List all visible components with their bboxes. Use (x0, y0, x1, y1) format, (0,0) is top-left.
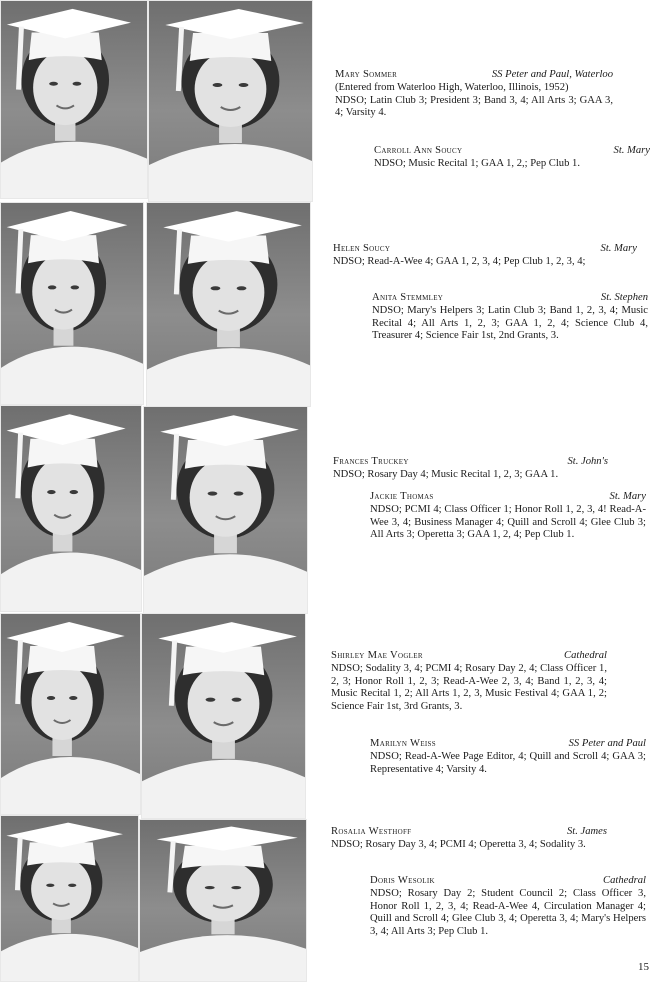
eye-left (49, 82, 58, 86)
entry-header (374, 145, 650, 158)
parish-name: SS Peter and Paul (568, 738, 646, 749)
tassel (170, 841, 173, 893)
portrait-drawing (140, 820, 306, 981)
entry-shirley-mae-vogler (331, 650, 607, 714)
parish-name: SS Peter and Paul, Waterloo (491, 69, 613, 80)
entry-jackie-thomas (370, 491, 646, 542)
student-name: Mary Sommer (335, 69, 398, 80)
portrait-photo-anita-stemmley (146, 202, 311, 407)
portrait-drawing (1, 816, 138, 981)
student-name: Rosalia Westhoff (331, 826, 412, 837)
gown-shape (149, 144, 312, 201)
gown-shape (1, 757, 140, 814)
entry-header (372, 292, 648, 305)
portrait-photo-frances-truckey (0, 405, 142, 612)
gown-shape (1, 142, 147, 198)
mortarboard-top (7, 622, 125, 652)
eye-right (73, 82, 82, 86)
eye-right (232, 698, 242, 702)
mortarboard-top (158, 622, 297, 653)
activities: NDSO; Rosary Day 2; Student Council 2; Class Officer 3, Honor Roll 1, 2, 3, 4; Read-A-Wee 4, Circulation Manager 4; Quill and Scroll 4; Glee Club 3, 4; Operetta 3, 4; Mary's Helpers 3, 4; All Arts 3; Pep Club 1. (370, 887, 646, 938)
eye-left (211, 286, 221, 290)
portrait-photo-rosalia-westhoff (0, 815, 139, 982)
eye-left (208, 491, 218, 495)
activities: NDSO; Sodality 3, 4; PCMI 4; Rosary Day 2, 4; Class Officer 1, 2, 3; Honor Roll 1, 2, 3; Read-A-Wee 2, 3, 4; Band 1, 2, 3, 4; Music Recital 1, 2; All Arts 1, 2, 3, Music Festival 4; GAA 1, 2; Science Fair 1st, 3rd Grants, 3. (331, 662, 607, 713)
eye-left (213, 83, 223, 87)
entry-header (333, 456, 608, 469)
photo-column (0, 0, 312, 980)
face-shape (32, 253, 94, 329)
portrait-drawing (142, 614, 305, 818)
student-name: Doris Wesolik (370, 875, 435, 886)
entry-header (370, 491, 646, 504)
face-shape (186, 860, 259, 921)
mortarboard-top (165, 9, 304, 39)
eye-right (231, 886, 241, 889)
tassel (18, 640, 21, 704)
mortarboard-top (6, 823, 122, 848)
activities: NDSO; Music Recital 1; GAA 1, 2,; Pep Club 1. (374, 157, 580, 169)
gown-shape (142, 760, 305, 818)
portrait-photo-shirley-mae-vogler (0, 613, 141, 815)
eye-right (239, 83, 249, 87)
parish-name: St. Mary (609, 491, 646, 502)
eye-left (48, 285, 57, 289)
entry-note: (Entered from Waterloo High, Waterloo, Illinois, 1952) (335, 81, 569, 93)
eye-right (69, 696, 77, 700)
portrait-drawing (147, 203, 310, 406)
portrait-drawing (1, 614, 140, 814)
eye-left (47, 490, 55, 494)
parish-name: St. Stephen (600, 292, 648, 303)
mortarboard-top (157, 826, 298, 850)
entry-doris-wesolik (370, 875, 646, 939)
eye-right (234, 491, 244, 495)
entry-rosalia-westhoff (331, 826, 607, 852)
eye-left (205, 886, 215, 889)
portrait-photo-jackie-thomas (143, 406, 308, 614)
tassel (18, 229, 21, 293)
gown-shape (140, 935, 306, 981)
mortarboard-top (163, 211, 302, 241)
face-shape (32, 664, 93, 740)
tassel (173, 434, 176, 500)
eye-right (68, 884, 76, 887)
mortarboard-top (7, 9, 131, 39)
portrait-drawing (1, 203, 143, 404)
face-shape (188, 665, 260, 743)
entry-header (331, 650, 607, 663)
gown-shape (147, 348, 310, 406)
parish-name: St. John's (567, 456, 608, 467)
tassel (18, 433, 21, 499)
face-shape (193, 254, 265, 331)
entry-header (370, 738, 646, 751)
entry-header (335, 69, 613, 82)
student-name: Helen Soucy (333, 243, 391, 254)
face-shape (190, 459, 262, 537)
entry-frances-truckey (333, 456, 608, 482)
eye-right (237, 286, 247, 290)
entry-anita-stemmley (372, 292, 648, 343)
portrait-photo-mary-sommer (0, 0, 148, 199)
entry-helen-soucy (333, 243, 637, 269)
eye-left (206, 698, 216, 702)
activities: NDSO; Read-A-Wee 4; GAA 1, 2, 3, 4; Pep Club 1, 2, 3, 4; (333, 255, 586, 267)
parish-name: St. Mary (600, 243, 637, 254)
face-shape (31, 857, 91, 920)
activities: NDSO; Read-A-Wee Page Editor, 4; Quill and Scroll 4; GAA 3; Representative 4; Varsity 4. (370, 750, 646, 775)
gown-shape (1, 934, 138, 981)
parish-name: Cathedral (564, 650, 607, 661)
gown-shape (1, 347, 143, 404)
student-name: Carroll Ann Soucy (374, 145, 463, 156)
page-number: 15 (638, 961, 649, 973)
activities: NDSO; Mary's Helpers 3; Latin Club 3; Band 1, 2, 3, 4; Music Recital 4; All Arts 1, 2, 3; GAA 1, 2, 4; Science Club 4, Treasurer 4; Science Fair 1st, 2nd Grants, 3. (372, 304, 648, 342)
portrait-photo-helen-soucy (0, 202, 144, 405)
portrait-photo-marilyn-weiss (141, 613, 306, 819)
parish-name: St. Mary (613, 145, 650, 156)
mortarboard-top (160, 415, 299, 446)
activities: NDSO; PCMI 4; Class Officer 1; Honor Roll 1, 2, 3, 4! Read-A-Wee 3, 4; Business Manager 4; Quill and Scroll 4; Glee Club 3; All Arts 3; Operetta 3; GAA 1, 2, 4; Pep Club 1. (370, 503, 646, 541)
entry-carroll-ann-soucy (374, 145, 650, 171)
portrait-photo-carroll-ann-soucy (148, 0, 313, 202)
face-shape (32, 457, 94, 535)
gown-shape (144, 554, 307, 613)
tassel (178, 27, 181, 91)
student-name: Frances Truckey (333, 456, 409, 467)
face-shape (195, 51, 267, 127)
portrait-drawing (1, 1, 147, 198)
eye-right (71, 285, 80, 289)
mortarboard-top (7, 414, 126, 445)
tassel (17, 837, 20, 890)
portrait-drawing (149, 1, 312, 201)
eye-right (70, 490, 78, 494)
tassel (171, 641, 174, 706)
activities: NDSO; Latin Club 3; President 3; Band 3, 4; All Arts 3; GAA 3, 4; Varsity 4. (335, 94, 613, 119)
eye-left (47, 696, 55, 700)
mortarboard-top (7, 211, 128, 241)
student-name: Jackie Thomas (370, 491, 434, 502)
tassel (176, 229, 179, 294)
face-shape (33, 50, 97, 125)
tassel (19, 27, 22, 90)
entry-mary-sommer (335, 69, 613, 120)
eye-left (46, 884, 54, 887)
student-name: Anita Stemmley (372, 292, 444, 303)
entry-marilyn-weiss (370, 738, 646, 776)
portrait-photo-doris-wesolik (139, 819, 307, 982)
parish-name: St. James (566, 826, 607, 837)
activities: NDSO; Rosary Day 4; Music Recital 1, 2, 3; GAA 1. (333, 468, 559, 480)
student-name: Marilyn Weiss (370, 738, 436, 749)
entry-header (333, 243, 637, 256)
student-name: Shirley Mae Vogler (331, 650, 423, 661)
portrait-drawing (144, 407, 307, 613)
gown-shape (1, 553, 141, 611)
entry-header (370, 875, 646, 888)
entry-header (331, 826, 607, 839)
parish-name: Cathedral (603, 875, 646, 886)
portrait-drawing (1, 406, 141, 611)
activities: NDSO; Rosary Day 3, 4; PCMI 4; Operetta 3, 4; Sodality 3. (331, 838, 586, 850)
